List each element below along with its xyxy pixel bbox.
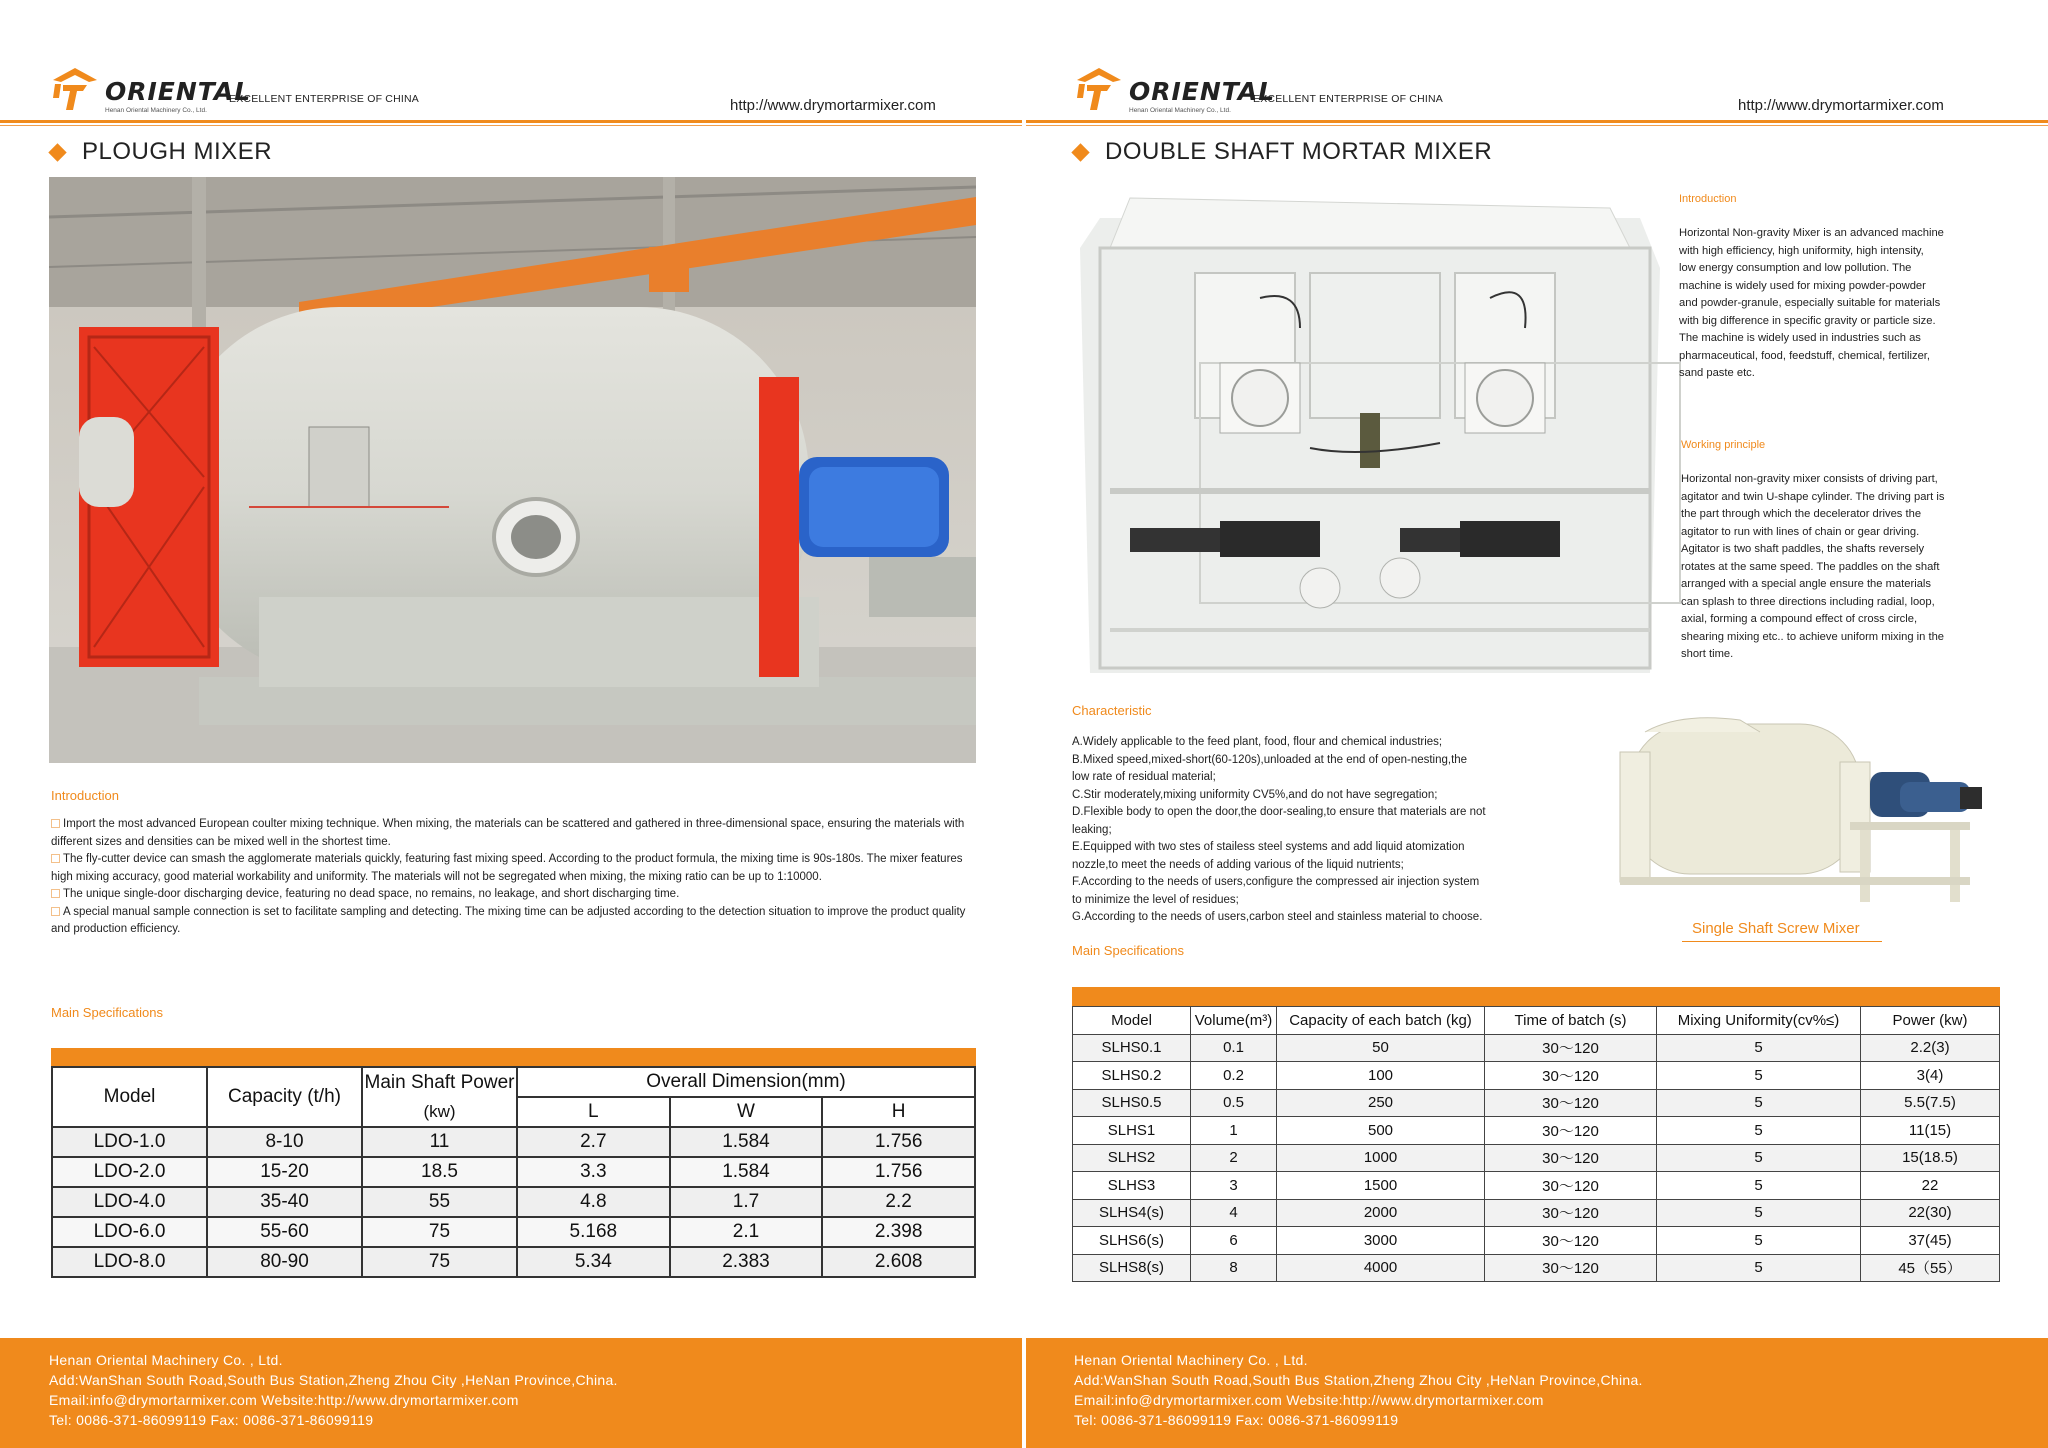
table-cell: 30～120 bbox=[1485, 1172, 1657, 1200]
intro-line: The machine is widely used in industries such as bbox=[1679, 332, 1921, 344]
website-url[interactable]: http://www.drymortarmixer.com bbox=[1738, 97, 1944, 114]
table-row bbox=[52, 1127, 975, 1157]
brand-name: ORIENTAL bbox=[1129, 77, 1276, 106]
table-cell: 2.398 bbox=[822, 1217, 975, 1247]
table-cell: 50 bbox=[1277, 1034, 1485, 1062]
table-cell: SLHS0.2 bbox=[1073, 1062, 1191, 1090]
table-cell: 5 bbox=[1657, 1199, 1861, 1227]
table-header-cell: Volume(m³) bbox=[1191, 1007, 1277, 1035]
table-cell: 5 bbox=[1657, 1254, 1861, 1282]
spec-label: Main Specifications bbox=[1072, 943, 1184, 958]
intro-line: with big difference in specific gravity or particle size. bbox=[1679, 314, 1936, 327]
characteristic-text bbox=[1072, 734, 1592, 927]
single-shaft-caption: Single Shaft Screw Mixer bbox=[1692, 920, 1860, 937]
table-cell: 22(30) bbox=[1861, 1199, 2000, 1227]
footer-company: Henan Oriental Machinery Co. , Ltd. bbox=[1074, 1352, 1308, 1368]
table-cell: 45（55） bbox=[1861, 1254, 2000, 1282]
table-cell: 18.5 bbox=[362, 1157, 517, 1187]
col-h: H bbox=[822, 1097, 975, 1127]
table-cell: 75 bbox=[362, 1217, 517, 1247]
table-cell: 75 bbox=[362, 1247, 517, 1277]
table-cell: 8 bbox=[1191, 1254, 1277, 1282]
table-cell: 3(4) bbox=[1861, 1062, 2000, 1090]
section-title bbox=[1074, 138, 1492, 166]
table-row bbox=[52, 1247, 975, 1277]
col-dims: Overall Dimension(mm) bbox=[517, 1067, 975, 1097]
characteristic-line: leaking; bbox=[1072, 823, 1112, 836]
table-cell: 2.2 bbox=[822, 1187, 975, 1217]
footer-address: Add:WanShan South Road,South Bus Station,Zheng Zhou City ,HeNan Province,China. bbox=[1074, 1372, 1643, 1388]
intro-item: The unique single-door discharging device, featuring no dead space, no remains, no leakage, and short discharging time. bbox=[63, 888, 680, 900]
table-row bbox=[52, 1217, 975, 1247]
website-url[interactable]: http://www.drymortarmixer.com bbox=[730, 97, 936, 114]
table-cell: 5 bbox=[1657, 1089, 1861, 1117]
working-line: the part through which the decelerator drives the bbox=[1681, 508, 1922, 520]
col-capacity: Capacity (t/h) bbox=[207, 1067, 362, 1127]
checkbox-bullet-icon bbox=[51, 889, 60, 898]
table-cell: 22 bbox=[1861, 1172, 2000, 1200]
intro-label: Introduction bbox=[1679, 193, 1737, 205]
footer-contact bbox=[0, 1338, 1022, 1448]
tagline: EXCELLENT ENTERPRISE OF CHINA bbox=[229, 93, 419, 105]
header-rule bbox=[0, 120, 1022, 123]
table-cell: 5.5(7.5) bbox=[1861, 1089, 2000, 1117]
table-cell: 3.3 bbox=[517, 1157, 670, 1187]
working-line: Agitator is two shaft paddles, the shafts reversely bbox=[1681, 543, 1925, 555]
right-page bbox=[1024, 0, 2048, 1448]
table-cell: 500 bbox=[1277, 1117, 1485, 1145]
brand-logo bbox=[1073, 66, 1275, 114]
table-cell: 0.2 bbox=[1191, 1062, 1277, 1090]
table-cell: 2.383 bbox=[670, 1247, 823, 1277]
table-cell: 6 bbox=[1191, 1227, 1277, 1255]
table-cell: 2.1 bbox=[670, 1217, 823, 1247]
checkbox-bullet-icon bbox=[51, 819, 60, 828]
table-cell: SLHS0.5 bbox=[1073, 1089, 1191, 1117]
brand-subtitle: Henan Oriental Machinery Co., Ltd. bbox=[1129, 107, 1231, 114]
table-cell: SLHS6(s) bbox=[1073, 1227, 1191, 1255]
table-cell: 5 bbox=[1657, 1062, 1861, 1090]
intro-item: The fly-cutter device can smash the agglomerate materials quickly, featuring fast mixing speed. According to the product formula, the mixing time is 90s-180s. The mixer features high mixing accuracy, good material workability and uniformity. The materials will not be segregated when mixing, the mixing ratio can be up to 1:10000. bbox=[51, 853, 963, 883]
section-title bbox=[51, 138, 272, 166]
table-cell: 15-20 bbox=[207, 1157, 362, 1187]
characteristic-line: A.Widely applicable to the feed plant, food, flour and chemical industries; bbox=[1072, 736, 1443, 748]
table-cell: 8-10 bbox=[207, 1127, 362, 1157]
double-shaft-mixer-photo bbox=[1070, 188, 1686, 678]
table-row bbox=[1073, 1172, 2000, 1200]
intro-text bbox=[51, 816, 986, 939]
table-cell: 2.608 bbox=[822, 1247, 975, 1277]
table-row bbox=[1073, 1227, 2000, 1255]
table-cell: 0.5 bbox=[1191, 1089, 1277, 1117]
working-label: Working principle bbox=[1681, 439, 1766, 451]
brand-subtitle: Henan Oriental Machinery Co., Ltd. bbox=[105, 107, 207, 114]
table-cell: 250 bbox=[1277, 1089, 1485, 1117]
table-cell: 1.584 bbox=[670, 1157, 823, 1187]
oriental-logo-icon bbox=[1073, 66, 1125, 114]
working-line: short time. bbox=[1681, 648, 1734, 660]
table-cell: 30～120 bbox=[1485, 1254, 1657, 1282]
plough-mixer-title: PLOUGH MIXER bbox=[82, 138, 273, 165]
table-header-cell: Time of batch (s) bbox=[1485, 1007, 1657, 1035]
diamond-bullet-icon bbox=[1071, 143, 1089, 161]
table-row bbox=[1073, 1144, 2000, 1172]
table-row bbox=[1073, 1117, 2000, 1145]
intro-line: with high efficiency, high uniformity, high intensity, bbox=[1679, 244, 1924, 257]
table-cell: SLHS2 bbox=[1073, 1144, 1191, 1172]
characteristic-line: D.Flexible body to open the door,the door-sealing,to ensure that materials are not bbox=[1072, 806, 1486, 818]
working-line: can splash to three directions including radial, loop, bbox=[1681, 595, 1935, 608]
table-cell: SLHS4(s) bbox=[1073, 1199, 1191, 1227]
working-line: shearing mixing etc.. to achieve uniform mixing in the bbox=[1681, 630, 1945, 643]
table-cell: 55-60 bbox=[207, 1217, 362, 1247]
table-cell: 15(18.5) bbox=[1861, 1144, 2000, 1172]
col-l: L bbox=[517, 1097, 670, 1127]
table-cell: 5 bbox=[1657, 1172, 1861, 1200]
table-cell: 2.7 bbox=[517, 1127, 670, 1157]
characteristic-line: to minimize the level of residues; bbox=[1072, 893, 1239, 906]
header-rule bbox=[1026, 120, 2048, 123]
table-row bbox=[1073, 1062, 2000, 1090]
table-header-cell: Mixing Uniformity(cv%≤) bbox=[1657, 1007, 1861, 1035]
footer-tel-fax: Tel: 0086-371-86099119 Fax: 0086-371-86099119 bbox=[49, 1412, 374, 1428]
table-cell: 55 bbox=[362, 1187, 517, 1217]
plough-mixer-photo bbox=[49, 177, 976, 763]
intro-line: and powder-granule, especially suitable for materials bbox=[1679, 297, 1941, 309]
table-cell: 5 bbox=[1657, 1227, 1861, 1255]
table-cell: 11 bbox=[362, 1127, 517, 1157]
table-cell: 100 bbox=[1277, 1062, 1485, 1090]
table-cell: 5.34 bbox=[517, 1247, 670, 1277]
brand-logo bbox=[49, 66, 251, 114]
characteristic-line: E.Equipped with two stes of stailess steel systems and add liquid atomization bbox=[1072, 841, 1465, 853]
table-cell: LDO-1.0 bbox=[52, 1127, 207, 1157]
table-header-cell: Model bbox=[1073, 1007, 1191, 1035]
table-cell: 5 bbox=[1657, 1144, 1861, 1172]
caption-underline bbox=[1682, 941, 1882, 942]
table-header-bar bbox=[1072, 987, 2000, 1006]
table-header-cell: Capacity of each batch (kg) bbox=[1277, 1007, 1485, 1035]
table-cell: 4.8 bbox=[517, 1187, 670, 1217]
table-cell: SLHS1 bbox=[1073, 1117, 1191, 1145]
table-cell: LDO-8.0 bbox=[52, 1247, 207, 1277]
table-cell: 11(15) bbox=[1861, 1117, 2000, 1145]
footer-company: Henan Oriental Machinery Co. , Ltd. bbox=[49, 1352, 283, 1368]
intro-line: pharmaceutical, food, feedstuff, chemical, fertilizer, bbox=[1679, 349, 1931, 362]
footer-email-web[interactable]: Email:info@drymortarmixer.com Website:http://www.drymortarmixer.com bbox=[1074, 1392, 1544, 1408]
table-cell: 5.168 bbox=[517, 1217, 670, 1247]
characteristic-line: low rate of residual material; bbox=[1072, 771, 1216, 783]
table-cell: SLHS8(s) bbox=[1073, 1254, 1191, 1282]
characteristic-line: G.According to the needs of users,carbon steel and stainless material to choose. bbox=[1072, 911, 1483, 923]
single-shaft-mixer-photo bbox=[1600, 712, 1990, 912]
checkbox-bullet-icon bbox=[51, 854, 60, 863]
col-power: Main Shaft Power bbox=[362, 1067, 517, 1097]
table-cell: 2000 bbox=[1277, 1199, 1485, 1227]
table-header-bar bbox=[51, 1048, 976, 1066]
working-text bbox=[1681, 471, 2011, 664]
table-row bbox=[1073, 1034, 2000, 1062]
table-cell: 30～120 bbox=[1485, 1144, 1657, 1172]
diamond-bullet-icon bbox=[48, 143, 66, 161]
double-shaft-spec-table bbox=[1072, 1006, 2000, 1282]
characteristic-line: nozzle,to meet the needs of adding various of the liquid nutrients; bbox=[1072, 858, 1404, 871]
working-line: arranged with a special angle ensure the materials bbox=[1681, 578, 1931, 590]
table-cell: 1.756 bbox=[822, 1127, 975, 1157]
footer-email-web[interactable]: Email:info@drymortarmixer.com Website:http://www.drymortarmixer.com bbox=[49, 1392, 519, 1408]
table-cell: LDO-6.0 bbox=[52, 1217, 207, 1247]
col-power-unit: (kw) bbox=[362, 1097, 517, 1127]
plough-spec-table bbox=[51, 1066, 976, 1278]
table-cell: 5 bbox=[1657, 1034, 1861, 1062]
table-cell: 30～120 bbox=[1485, 1117, 1657, 1145]
footer-tel-fax: Tel: 0086-371-86099119 Fax: 0086-371-86099119 bbox=[1074, 1412, 1399, 1428]
table-row bbox=[1073, 1254, 2000, 1282]
working-line: agitator to run with lines of chain or gear driving. bbox=[1681, 525, 1920, 538]
intro-line: machine is widely used for mixing powder-powder bbox=[1679, 279, 1926, 292]
table-cell: 0.1 bbox=[1191, 1034, 1277, 1062]
table-cell: 30～120 bbox=[1485, 1227, 1657, 1255]
table-cell: 1 bbox=[1191, 1117, 1277, 1145]
table-cell: 30～120 bbox=[1485, 1089, 1657, 1117]
table-cell: SLHS3 bbox=[1073, 1172, 1191, 1200]
working-line: rotates at the same speed. The paddles on the shaft bbox=[1681, 560, 1940, 573]
table-row bbox=[1073, 1089, 2000, 1117]
double-shaft-title: DOUBLE SHAFT MORTAR MIXER bbox=[1105, 138, 1493, 165]
table-cell: 4 bbox=[1191, 1199, 1277, 1227]
intro-line: low energy consumption and low pollution. The bbox=[1679, 262, 1912, 274]
table-cell: 3 bbox=[1191, 1172, 1277, 1200]
working-line: Horizontal non-gravity mixer consists of driving part, bbox=[1681, 473, 1938, 485]
intro-item: A special manual sample connection is set to facilitate sampling and detecting. The mixing time can be adjusted according to the detection situation to improve the product quality and production efficiency. bbox=[51, 905, 966, 935]
col-model: Model bbox=[52, 1067, 207, 1127]
table-cell: LDO-4.0 bbox=[52, 1187, 207, 1217]
table-cell: LDO-2.0 bbox=[52, 1157, 207, 1187]
header-rule-thin bbox=[1026, 125, 2048, 126]
intro-text bbox=[1679, 225, 2009, 383]
table-cell: 30～120 bbox=[1485, 1034, 1657, 1062]
spec-label: Main Specifications bbox=[51, 1005, 163, 1020]
table-row bbox=[1073, 1199, 2000, 1227]
oriental-logo-icon bbox=[49, 66, 101, 114]
characteristic-line: F.According to the needs of users,configure the compressed air injection system bbox=[1072, 876, 1480, 888]
checkbox-bullet-icon bbox=[51, 907, 60, 916]
table-cell: 1500 bbox=[1277, 1172, 1485, 1200]
table-cell: 4000 bbox=[1277, 1254, 1485, 1282]
table-cell: 1.756 bbox=[822, 1157, 975, 1187]
table-header-cell: Power (kw) bbox=[1861, 1007, 2000, 1035]
table-cell: 35-40 bbox=[207, 1187, 362, 1217]
table-cell: 3000 bbox=[1277, 1227, 1485, 1255]
characteristic-line: C.Stir moderately,mixing uniformity CV5%,and do not have segregation; bbox=[1072, 788, 1438, 801]
intro-line: Horizontal Non-gravity Mixer is an advanced machine bbox=[1679, 227, 1944, 239]
intro-item: Import the most advanced European coulter mixing technique. When mixing, the materials can be scattered and gathered in three-dimensional space, ensuring the materials with different sizes and densities can be mixed well in the shortest time. bbox=[51, 818, 965, 848]
table-cell: 30～120 bbox=[1485, 1199, 1657, 1227]
table-cell: 80-90 bbox=[207, 1247, 362, 1277]
table-cell: 1000 bbox=[1277, 1144, 1485, 1172]
table-cell: 5 bbox=[1657, 1117, 1861, 1145]
working-line: axial, forming a compound effect of cross circle, bbox=[1681, 613, 1918, 625]
tagline: EXCELLENT ENTERPRISE OF CHINA bbox=[1253, 93, 1443, 105]
header-rule-thin bbox=[0, 125, 1022, 126]
table-cell: 37(45) bbox=[1861, 1227, 2000, 1255]
table-cell: 30～120 bbox=[1485, 1062, 1657, 1090]
footer-address: Add:WanShan South Road,South Bus Station,Zheng Zhou City ,HeNan Province,China. bbox=[49, 1372, 618, 1388]
table-row bbox=[52, 1157, 975, 1187]
table-cell: 2.2(3) bbox=[1861, 1034, 2000, 1062]
table-cell: 1.7 bbox=[670, 1187, 823, 1217]
table-cell: 1.584 bbox=[670, 1127, 823, 1157]
table-cell: 2 bbox=[1191, 1144, 1277, 1172]
intro-label: Introduction bbox=[51, 788, 119, 803]
footer-contact bbox=[1026, 1338, 2048, 1448]
characteristic-label: Characteristic bbox=[1072, 703, 1152, 718]
working-line: agitator and twin U-shape cylinder. The driving part is bbox=[1681, 490, 1945, 503]
table-row bbox=[52, 1187, 975, 1217]
characteristic-line: B.Mixed speed,mixed-short(60-120s),unloaded at the end of open-nesting,the bbox=[1072, 753, 1468, 766]
brand-name: ORIENTAL bbox=[105, 77, 252, 106]
intro-line: sand paste etc. bbox=[1679, 367, 1755, 379]
table-cell: SLHS0.1 bbox=[1073, 1034, 1191, 1062]
col-w: W bbox=[670, 1097, 823, 1127]
